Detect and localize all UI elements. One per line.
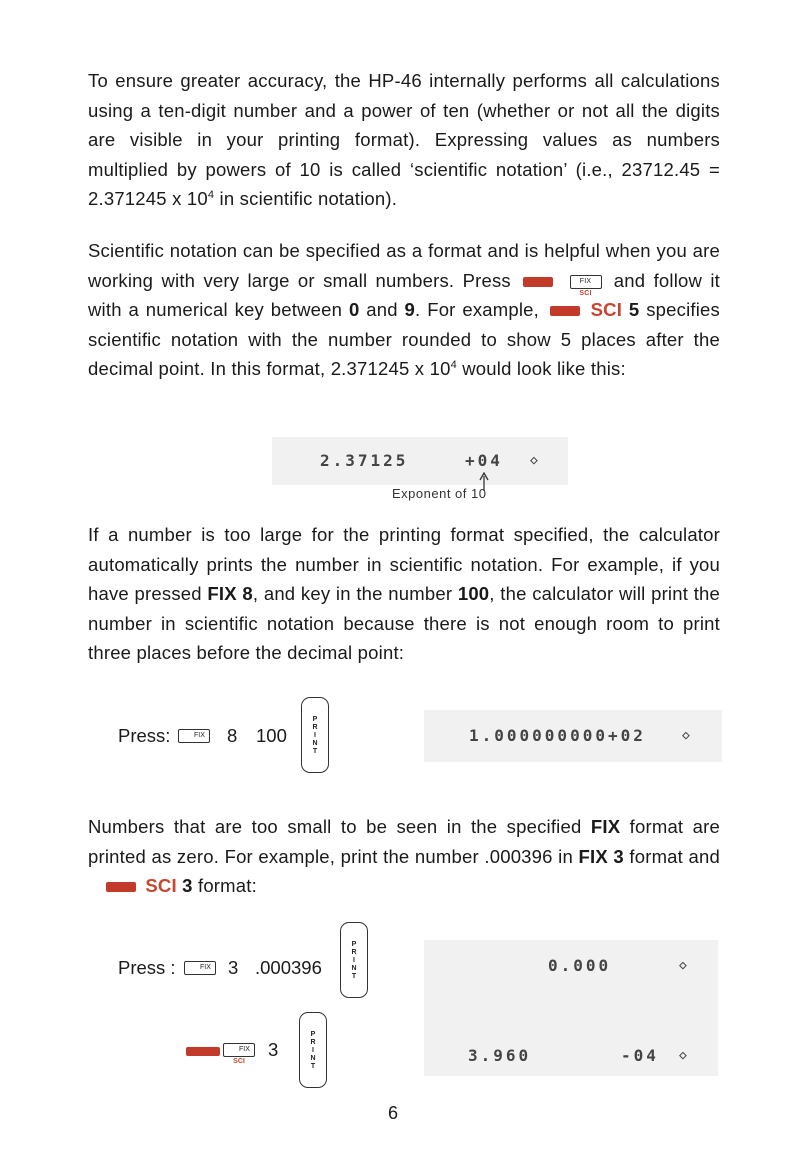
print-key-icon: P R I N T	[299, 1012, 327, 1088]
printer-tape-fix3-sci3	[424, 940, 718, 1076]
keystroke-number: .000396	[255, 957, 322, 978]
tape-value-fix3: 0.000	[548, 956, 612, 975]
fix-key-icon: FIX	[184, 961, 216, 975]
paragraph-accuracy: To ensure greater accuracy, the HP-46 internally performs all calculations using a ten-digit number and a power of ten (whether or not all the digits are visible in your printing format). Expressing values as numbers multiplied by powers of 10 is called ‘scientific notation’ (i.e., 23712.45 = 2.371245 x $10^4$ in scientific notation).	[88, 70, 720, 209]
exponent-caption: Exponent of 10	[392, 486, 487, 501]
paragraph-too-large: If a number is too large for the printing format specified, the calculator automatically prints the number in scientific notation. For example, if you have pressed FIX 8, and key in the number 100, the calculator will print the number in scientific notation because there is not enough room to print three places before the decimal point:	[88, 524, 721, 663]
tape-exponent: +04	[465, 451, 503, 470]
print-key-icon: P R I N T	[301, 697, 329, 773]
press-label: Press:	[118, 725, 171, 746]
tape-marker-icon: ◇	[679, 1048, 687, 1063]
keystroke-digit: 8	[227, 725, 238, 746]
print-key-icon: P R I N T	[340, 922, 368, 998]
tape-marker-icon: ◇	[682, 728, 690, 743]
tape-marker-icon: ◇	[530, 453, 538, 468]
press-label: Press :	[118, 957, 176, 978]
printer-tape-fix8	[424, 710, 722, 762]
shift-key-icon	[523, 277, 553, 287]
shift-key-icon	[106, 882, 136, 892]
keystroke-digit: 3	[268, 1039, 279, 1060]
fix-key-icon: FIX	[178, 729, 210, 743]
page-number: 6	[387, 1103, 398, 1123]
paragraph-scientific-notation: Scientific notation can be specified as a format and is helpful when you are working with very large or small numbers. Press FIX SCI and follow it with a numerical key between 0 and 9. For example, SCI 5 specifies scientific notation with the number rounded to show 5 places after the decimal point. In this format, 2.371245 x $10^4$ would look like this:	[88, 240, 721, 379]
fix-sci-key-icon: FIX SCI	[570, 275, 602, 289]
paragraph-too-small: Numbers that are too small to be seen in the specified FIX format are printed as zero. For example, print the number .000396 in FIX 3 format and SCI 3 format:	[88, 816, 720, 896]
fix-sci-key-icon: FIX SCI	[223, 1043, 255, 1057]
tape-mantissa-sci3: 3.960	[468, 1046, 532, 1065]
keystroke-number: 100	[256, 725, 287, 746]
tape-marker-icon: ◇	[679, 958, 687, 973]
tape-exponent-sci3: -04	[621, 1046, 659, 1065]
tape-value: 1.000000000+02	[469, 726, 646, 745]
superscript: 4	[207, 189, 215, 201]
keystroke-digit: 3	[228, 957, 239, 978]
tape-mantissa: 2.37125	[320, 451, 409, 470]
shift-key-icon	[186, 1047, 220, 1056]
shift-key-icon	[550, 306, 580, 316]
printer-tape-sci5	[272, 437, 568, 485]
